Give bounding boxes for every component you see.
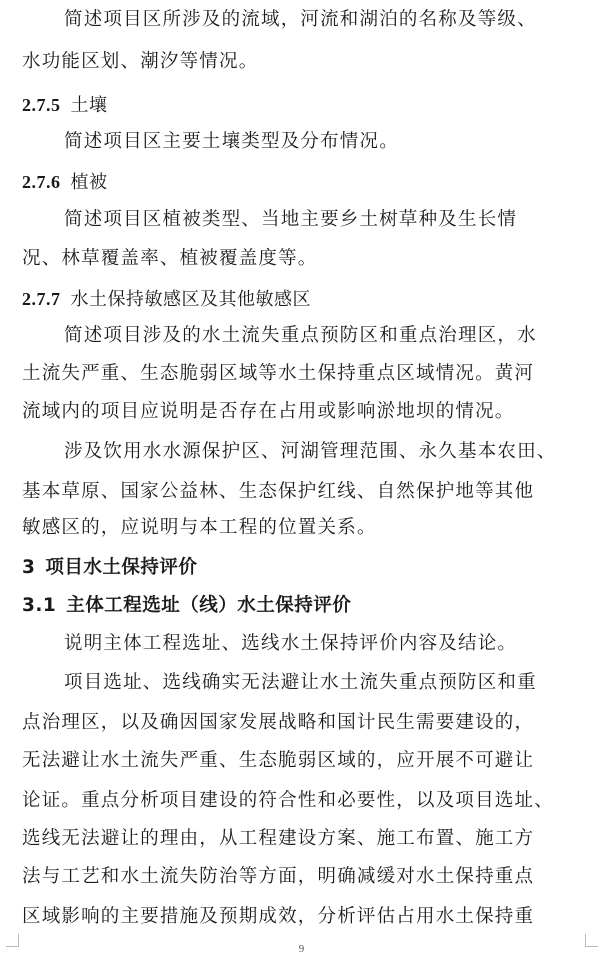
- paragraph-line: 区域影响的主要措施及预期成效，分析评估占用水土保持重: [22, 906, 535, 927]
- paragraph-line: 法与工艺和水土流失防治等方面，明确减缓对水土保持重点: [22, 866, 535, 887]
- heading-title: 土壤: [70, 95, 108, 116]
- paragraph-line: 简述项目涉及的水土流失重点预防区和重点治理区，水: [64, 325, 537, 346]
- paragraph-line: 点治理区，以及确因国家发展战略和国计民生需要建设的，: [22, 712, 535, 733]
- paragraph-line: 选线无法避让的理由，从工程建设方案、施工布置、施工方: [22, 828, 535, 849]
- heading-number: 2.7.5: [22, 95, 61, 115]
- section-heading: [22, 594, 582, 618]
- paragraph-line: 项目选址、选线确实无法避让水土流失重点预防区和重: [64, 672, 537, 693]
- subsection-heading: [22, 287, 582, 312]
- subsection-heading: [22, 170, 582, 195]
- paragraph-line: 基本草原、国家公益林、生态保护红线、自然保护地等其他: [22, 481, 535, 502]
- paragraph-line: 土流失严重、生态脆弱区域等水土保持重点区域情况。黄河: [22, 363, 535, 384]
- heading-title: 水土保持敏感区及其他敏感区: [70, 289, 311, 310]
- paragraph-line: 简述项目区植被类型、当地主要乡土树草种及生长情: [64, 209, 518, 230]
- paragraph-line: 论证。重点分析项目建设的符合性和必要性，以及项目选址、: [22, 790, 554, 811]
- chapter-heading: [22, 556, 582, 580]
- paragraph-line: 涉及饮用水水源保护区、河湖管理范围、永久基本农田、: [64, 441, 557, 462]
- heading-number: 2.7.6: [22, 172, 61, 192]
- paragraph-line: 流域内的项目应说明是否存在占用或影响淤地坝的情况。: [22, 401, 515, 422]
- paragraph-line: 简述项目区所涉及的流域，河流和湖泊的名称及等级、: [64, 9, 537, 30]
- paragraph-line: 敏感区的，应说明与本工程的位置关系。: [22, 517, 377, 538]
- heading-title: 项目水土保持评价: [45, 557, 198, 578]
- heading-title: 主体工程选址（线）水土保持评价: [66, 595, 352, 616]
- heading-title: 植被: [70, 172, 108, 193]
- paragraph-line: 水功能区划、潮汐等情况。: [22, 51, 259, 72]
- paragraph-line: 无法避让水土流失严重、生态脆弱区域的，应开展不可避让: [22, 750, 535, 771]
- heading-number: 3: [22, 557, 36, 578]
- paragraph-line: 说明主体工程选址、选线水土保持评价内容及结论。: [64, 633, 518, 654]
- page-number: 9: [298, 943, 305, 955]
- paragraph-line: 况、林草覆盖率、植被覆盖度等。: [22, 248, 318, 269]
- paragraph-line: 简述项目区主要土壤类型及分布情况。: [64, 131, 399, 152]
- subsection-heading: [22, 93, 582, 118]
- heading-number: 2.7.7: [22, 289, 61, 309]
- heading-number: 3.1: [22, 595, 57, 616]
